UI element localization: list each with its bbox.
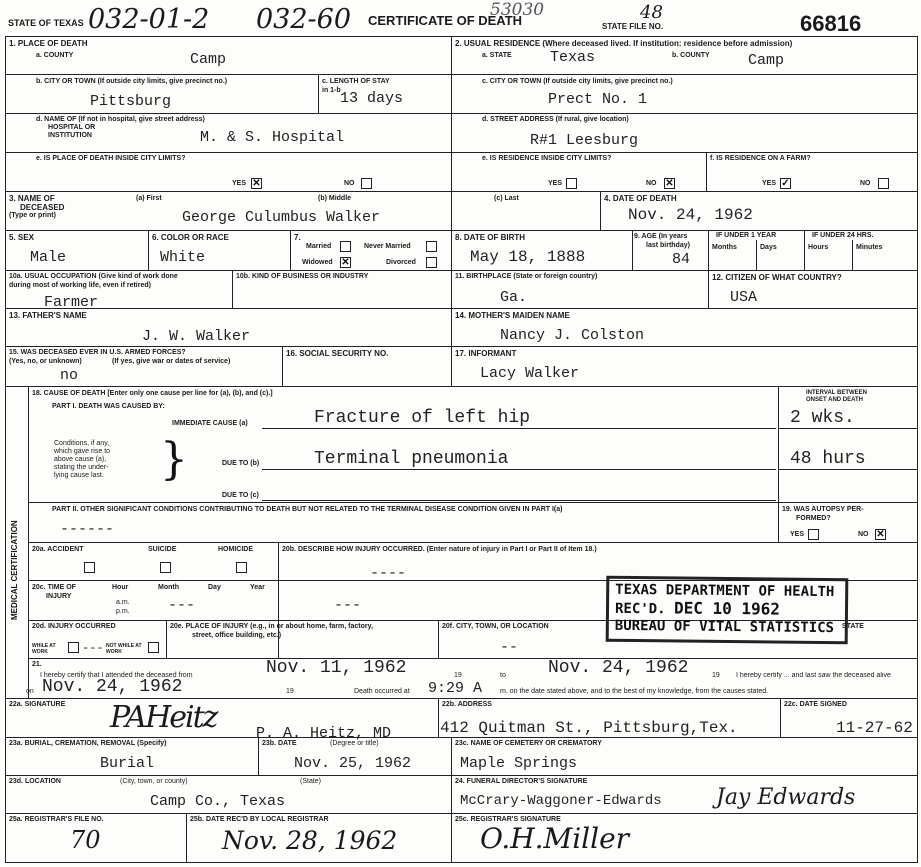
autopsy-label: 19. WAS AUTOPSY PER- — [782, 506, 864, 513]
armed-sub-label: (Yes, no, or unknown) — [9, 358, 82, 365]
armed-forces: no — [60, 367, 79, 384]
death-inside-limits-label: e. IS PLACE OF DEATH INSIDE CITY LIMITS? — [36, 155, 186, 162]
immediate-cause-label: IMMEDIATE CAUSE (a) — [172, 420, 248, 427]
hours-label: Hours — [808, 244, 829, 251]
registrar-date: Nov. 28, 1962 — [222, 826, 398, 855]
funeral-director-label: 24. FUNERAL DIRECTOR'S SIGNATURE — [455, 778, 588, 785]
never-married-checkbox[interactable] — [426, 241, 437, 252]
residence-inside-no-checkbox[interactable]: ✕ — [665, 178, 674, 189]
street-address-label: d. STREET ADDRESS (If rural, give location) — [482, 116, 629, 123]
suicide-checkbox[interactable] — [160, 562, 171, 573]
age-label: 9. AGE (In years — [634, 233, 688, 240]
hand-over-title: 53030 — [490, 0, 545, 20]
due-to-c-label: DUE TO (c) — [222, 492, 259, 499]
stamp-line-3: BUREAU OF VITAL STATISTICS — [614, 617, 835, 637]
medical-certification-label: MEDICAL CERTIFICATION — [10, 520, 19, 620]
residence-state-label: a. STATE — [482, 52, 512, 59]
registrar-file: 70 — [70, 826, 101, 854]
father-name: J. W. Walker — [142, 328, 251, 345]
certify-text-3: m. on the date stated above, and to the best of my knowledge, from the causes stated. — [500, 688, 769, 695]
months-label: Months — [712, 244, 737, 251]
certify-text-1: I hereby certify that I attended the deceased from — [40, 672, 193, 679]
hospital-label: d. NAME OF (If not in hospital, give street address) — [36, 116, 205, 123]
residence-inside-yes-checkbox[interactable] — [566, 178, 577, 189]
occupation-label-2: during most of working life, even if retired) — [9, 282, 151, 289]
cause-section-label: 18. CAUSE OF DEATH [Enter only one cause per line for (a), (b), and (c).] — [32, 390, 273, 397]
autopsy-yes-label: YES — [790, 531, 805, 538]
physician-signature: PAHeitz — [110, 700, 217, 735]
document-title: CERTIFICATE OF DEATH — [368, 13, 523, 28]
divorced-label: Divorced — [386, 259, 416, 266]
farm-yes-label: YES — [762, 180, 777, 187]
physician-address: 412 Quitman St., Pittsburg,Tex. — [440, 719, 738, 737]
year-label: Year — [250, 584, 265, 591]
nineteen-3: 19 — [286, 688, 294, 695]
location-sub-label: (City, town, or county) — [120, 778, 188, 785]
describe-injury-label: 20b. DESCRIBE HOW INJURY OCCURRED. (Enter nature of injury in Part I or Part II of Item 18.) — [282, 546, 597, 553]
name-label-3: (Type or print) — [9, 212, 56, 219]
mother-label: 14. MOTHER'S MAIDEN NAME — [455, 311, 570, 320]
state-label: STATE OF TEXAS — [8, 18, 84, 28]
certify-section-label: 21. — [32, 661, 42, 668]
informant: Lacy Walker — [480, 365, 580, 382]
state-sub-label: (State) — [300, 778, 322, 785]
last-name-label: (c) Last — [494, 195, 519, 202]
pm-label: p.m. — [116, 608, 130, 615]
married-label: Married — [306, 243, 332, 250]
part2-value: ------ — [60, 521, 115, 538]
ssn-label: 16. SOCIAL SECURITY NO. — [286, 349, 389, 358]
attended-to: Nov. 24, 1962 — [548, 658, 689, 678]
first-name-label: (a) First — [136, 195, 162, 202]
am-label: a.m. — [116, 599, 130, 606]
residence-inside-no-label: NO — [646, 180, 657, 187]
name-label-2: DECEASED — [20, 203, 65, 212]
last-seen-date: Nov. 24, 1962 — [42, 677, 183, 697]
conditions-label-3: above cause (a), — [54, 456, 107, 463]
date-of-death-label: 4. DATE OF DEATH — [604, 194, 677, 203]
mother-name: Nancy J. Colston — [500, 327, 645, 344]
interval-label: INTERVAL BETWEEN — [806, 390, 868, 396]
not-while-at-work-checkbox[interactable] — [148, 642, 159, 653]
nineteen-1: 19 — [454, 672, 462, 679]
death-city: Pittsburg — [90, 93, 172, 110]
occupation: Farmer — [44, 294, 99, 311]
death-occurred-label: Death occurred at — [354, 688, 410, 695]
immediate-cause: Fracture of left hip — [314, 408, 531, 428]
to-label: to — [500, 672, 506, 679]
death-county-label: a. COUNTY — [36, 52, 74, 59]
street-address: R#1 Leesburg — [530, 132, 639, 149]
cemetery: Maple Springs — [460, 755, 578, 772]
burial-location-label: 23d. LOCATION — [9, 778, 61, 785]
sex: Male — [30, 249, 67, 266]
registrar-signature-label: 25c. REGISTRAR'S SIGNATURE — [455, 816, 561, 823]
under-1-year-label: IF UNDER 1 YEAR — [716, 232, 777, 239]
registrar-signature: O.H.Miller — [480, 822, 630, 855]
registrar-date-label: 25b. DATE REC'D BY LOCAL REGISTRAR — [190, 816, 329, 823]
death-time: 9:29 A — [428, 680, 483, 697]
farm-yes-checkbox[interactable]: ✓ — [781, 178, 790, 189]
injury-occurred-value: --- — [82, 641, 104, 655]
farm-no-label: NO — [860, 180, 871, 187]
interval-b: 48 hurs — [790, 449, 866, 469]
autopsy-no-label: NO — [858, 531, 869, 538]
armed-forces-label: 15. WAS DECEASED EVER IN U.S. ARMED FORCES? — [9, 349, 186, 356]
widowed-label: Widowed — [302, 259, 333, 266]
sex-label: 5. SEX — [9, 233, 34, 242]
part2-label: PART II. OTHER SIGNIFICANT CONDITIONS CONTRIBUTING TO DEATH BUT NOT RELATED TO THE TERMINAL DISEASE CONDITION GIVEN IN PART I(a) — [52, 506, 563, 513]
hand-code-1: 032-01-2 — [88, 4, 210, 35]
hospital-label-3: INSTITUTION — [48, 132, 92, 139]
date-signed-label: 22c. DATE SIGNED — [784, 701, 847, 708]
time-of-injury-label: 20c. TIME OF — [32, 584, 76, 591]
due-to-b-label: DUE TO (b) — [222, 460, 260, 467]
age: 84 — [672, 251, 691, 268]
occupation-label: 10a. USUAL OCCUPATION (Give kind of work done — [9, 273, 178, 280]
never-married-label: Never Married — [364, 243, 411, 250]
death-city-label: b. CITY OR TOWN (If outside city limits, give precinct no.) — [36, 78, 228, 85]
date-signed: 11-27-62 — [836, 719, 913, 737]
hospital-name: M. & S. Hospital — [200, 129, 345, 146]
received-stamp — [606, 576, 849, 645]
time-of-injury-label-2: INJURY — [46, 593, 72, 600]
death-inside-no-label: NO — [344, 180, 355, 187]
autopsy-no-checkbox[interactable]: ✕ — [876, 529, 885, 540]
state-file-label: STATE FILE NO. — [602, 22, 664, 31]
certificate-number: 66816 — [800, 11, 862, 36]
under-24-hours-label: IF UNDER 24 HRS. — [812, 232, 874, 239]
farm-label: f. IS RESIDENCE ON A FARM? — [710, 155, 811, 162]
hour-label: Hour — [112, 584, 129, 591]
informant-label: 17. INFORMANT — [455, 349, 517, 358]
deceased-name: George Culumbus Walker — [182, 209, 381, 226]
while-at-work-checkbox[interactable] — [68, 642, 79, 653]
farm-no-checkbox[interactable] — [878, 178, 889, 189]
length-of-stay-label: c. LENGTH OF STAY — [322, 78, 390, 85]
date-of-death: Nov. 24, 1962 — [628, 206, 753, 224]
name-label: 3. NAME OF — [9, 194, 55, 203]
registrar-file-label: 25a. REGISTRAR'S FILE NO. — [9, 816, 104, 823]
date-of-birth-label: 8. DATE OF BIRTH — [455, 233, 526, 242]
armed-sub-label-2: (If yes, give war or dates of service) — [112, 358, 231, 365]
suicide-label: SUICIDE — [148, 546, 177, 553]
stamp-line-2 — [615, 599, 839, 620]
residence-county: Camp — [748, 52, 785, 69]
residence-county-label: b. COUNTY — [672, 52, 710, 59]
burial-method: Burial — [100, 755, 155, 772]
death-county: Camp — [190, 51, 227, 68]
signature-label: 22a. SIGNATURE — [9, 701, 66, 708]
middle-name-label: (b) Middle — [318, 195, 352, 202]
injury-date: --- — [334, 597, 362, 614]
not-while-at-work-label: NOT WHILE AT WORK — [106, 643, 142, 655]
marital-label: 7. — [294, 233, 301, 242]
homicide-checkbox[interactable] — [236, 562, 247, 573]
place-of-death-label: 1. PLACE OF DEATH — [9, 39, 88, 48]
accident-label: 20a. ACCIDENT — [32, 546, 84, 553]
on-label: on — [26, 688, 34, 695]
burial-date: Nov. 25, 1962 — [294, 755, 412, 772]
funeral-director: McCrary-Waggoner-Edwards — [460, 793, 662, 809]
part1-label: PART I. DEATH WAS CAUSED BY: — [52, 403, 165, 410]
day-label: Day — [208, 584, 221, 591]
brace: } — [160, 434, 188, 485]
month-label: Month — [158, 584, 179, 591]
usual-residence-label: 2. USUAL RESIDENCE (Where deceased lived. If institution: residence before admission) — [455, 39, 793, 48]
physician-typed-name: P. A. Heitz, MD — [256, 725, 392, 742]
stamp-date: DEC 10 1962 — [673, 598, 781, 619]
injury-city: -- — [500, 639, 519, 656]
injury-state-label: STATE — [842, 623, 864, 630]
citizen: USA — [730, 289, 758, 306]
residence-city-label: c. CITY OR TOWN (If outside city limits, give precinct no.) — [482, 78, 673, 85]
death-inside-yes-label: YES — [232, 180, 247, 187]
injury-occurred-label: 20d. INJURY OCCURRED — [32, 623, 116, 630]
residence-inside-yes-label: YES — [548, 180, 563, 187]
death-inside-no-checkbox[interactable] — [361, 178, 372, 189]
degree-label: (Degree or title) — [330, 740, 379, 747]
injury-city-label: 20f. CITY, TOWN, OR LOCATION — [442, 623, 549, 630]
divorced-checkbox[interactable] — [426, 257, 437, 268]
describe-injury: ---- — [370, 565, 407, 582]
father-label: 13. FATHER'S NAME — [9, 311, 87, 320]
stay-in-label: in 1-b — [322, 87, 341, 94]
hospital-label-2: HOSPITAL OR — [48, 124, 96, 131]
while-at-work-label: WHILE AT WORK — [32, 643, 56, 655]
conditions-label-4: stating the under- — [54, 464, 109, 471]
race: White — [160, 249, 206, 266]
days-label: Days — [760, 244, 777, 251]
married-checkbox[interactable] — [340, 241, 351, 252]
hand-code-2: 032-60 — [256, 4, 352, 35]
race-label: 6. COLOR OR RACE — [152, 233, 229, 242]
funeral-director-signature: Jay Edwards — [716, 785, 856, 810]
hand-file-number: 48 — [640, 2, 663, 23]
residence-city: Prect No. 1 — [548, 91, 648, 108]
certify-text-2: I hereby certify ... and last saw the deceased alive — [736, 672, 891, 679]
address-label: 22b. ADDRESS — [442, 701, 492, 708]
birthplace: Ga. — [500, 289, 528, 306]
attended-from: Nov. 11, 1962 — [266, 658, 407, 678]
autopsy-label-2: FORMED? — [796, 515, 831, 522]
conditions-label-2: which gave rise to — [54, 448, 111, 455]
homicide-label: HOMICIDE — [218, 546, 253, 553]
conditions-label-5: lying cause last. — [54, 472, 104, 479]
business-label: 10b. KIND OF BUSINESS OR INDUSTRY — [236, 273, 369, 280]
residence-inside-limits-label: e. IS RESIDENCE INSIDE CITY LIMITS? — [482, 155, 612, 162]
conditions-label: Conditions, if any, — [54, 440, 110, 447]
death-inside-yes-checkbox[interactable]: ✕ — [252, 178, 261, 189]
stamp-line-1: TEXAS DEPARTMENT OF HEALTH — [615, 581, 835, 601]
place-of-injury-label-2: street, office building, etc.) — [192, 632, 282, 639]
injury-time: --- — [168, 597, 196, 614]
date-of-birth: May 18, 1888 — [470, 248, 586, 266]
citizen-label: 12. CITIZEN OF WHAT COUNTRY? — [712, 273, 842, 282]
minutes-label: Minutes — [856, 244, 883, 251]
interval-label-2: ONSET AND DEATH — [806, 397, 863, 403]
age-label-2: last birthday) — [646, 242, 690, 249]
accident-checkbox[interactable] — [84, 562, 95, 573]
length-of-stay: 13 days — [340, 90, 404, 107]
residence-state: Texas — [550, 49, 596, 66]
interval-a: 2 wks. — [790, 408, 855, 428]
nineteen-2: 19 — [712, 672, 720, 679]
burial-method-label: 23a. BURIAL, CREMATION, REMOVAL (Specify) — [9, 740, 167, 747]
burial-location: Camp Co., Texas — [150, 793, 286, 810]
birthplace-label: 11. BIRTHPLACE (State or foreign country) — [455, 273, 598, 280]
cemetery-label: 23c. NAME OF CEMETERY OR CREMATORY — [455, 740, 602, 747]
due-to-b: Terminal pneumonia — [314, 449, 509, 469]
burial-date-label: 23b. DATE — [262, 740, 297, 747]
autopsy-yes-checkbox[interactable] — [808, 529, 819, 540]
stamp-rec-label: REC'D. — [614, 600, 666, 618]
widowed-checkbox[interactable]: ✕ — [341, 257, 350, 268]
place-of-injury-label: 20e. PLACE OF INJURY (e.g., in or about home, farm, factory, — [170, 623, 373, 630]
